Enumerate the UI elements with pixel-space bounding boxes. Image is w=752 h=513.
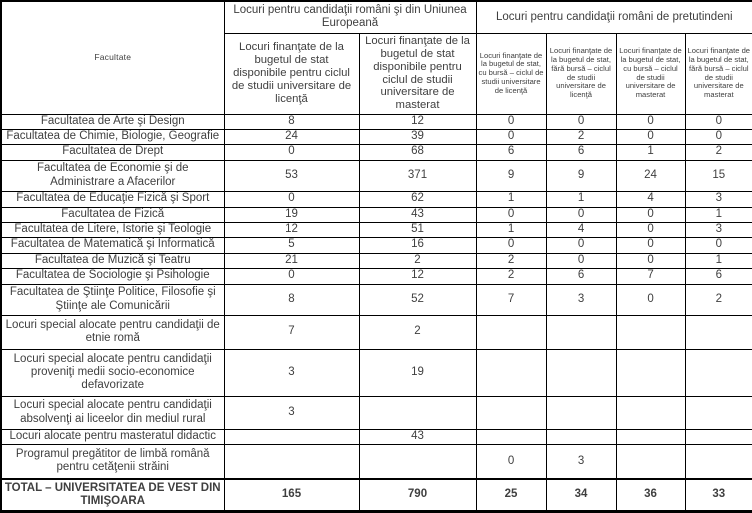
subheader-bursa-masterat: Locuri finanţate de la bugetul de stat, cu bursă – ciclul de studii universitare de masterat	[616, 33, 685, 114]
row-label: Facultatea de Chimie, Biologie, Geografie	[1, 129, 224, 144]
cell-value: 1	[476, 222, 546, 237]
subheader-fara-bursa-masterat: Locuri finanţate de la bugetul de stat, fără bursă – ciclul de studii universitare de masterat	[685, 33, 752, 114]
cell-value: 1	[685, 207, 752, 222]
cell-value: 3	[224, 349, 359, 396]
cell-value: 0	[616, 253, 685, 268]
cell-value: 12	[359, 114, 476, 129]
cell-value: 0	[476, 129, 546, 144]
cell-value: 1	[616, 144, 685, 160]
group-header-pretutindeni: Locuri pentru candidaţii români de pretutindeni	[476, 1, 752, 33]
cell-value: 0	[685, 129, 752, 144]
row-label: Locuri special alocate pentru candidaţii proveniţi medii socio-economice defavorizate	[1, 349, 224, 396]
total-cell-value: 33	[685, 479, 752, 511]
table-row	[1, 315, 752, 349]
table-body	[1, 114, 752, 479]
cell-value	[546, 349, 616, 396]
cell-value: 2	[476, 268, 546, 284]
cell-value: 2	[359, 315, 476, 349]
subheader-fara-bursa-licenta: Locuri finanţate de la bugetul de stat, fără bursă – ciclul de studii universitare de licenţă	[546, 33, 616, 114]
cell-value: 4	[546, 222, 616, 237]
table-row	[1, 444, 752, 479]
cell-value: 7	[476, 284, 546, 315]
cell-value	[685, 349, 752, 396]
table-row	[1, 396, 752, 429]
subheader-bursa-licenta: Locuri finanţate de la bugetul de stat, cu bursă – ciclul de studii universitare de licenţă	[476, 33, 546, 114]
row-label: Facultatea de Arte şi Design	[1, 114, 224, 129]
cell-value: 19	[224, 207, 359, 222]
subheader-budget-licenta-eu: Locuri finanţate de la bugetul de stat disponibile pentru ciclul de studii universitare de licenţă	[224, 33, 359, 114]
cell-value: 6	[685, 268, 752, 284]
cell-value: 5	[224, 237, 359, 253]
cell-value: 7	[616, 268, 685, 284]
cell-value: 2	[685, 144, 752, 160]
cell-value: 0	[616, 114, 685, 129]
cell-value: 1	[685, 253, 752, 268]
cell-value	[224, 429, 359, 444]
table-row	[1, 237, 752, 253]
total-cell-value: 36	[616, 479, 685, 511]
cell-value: 0	[616, 129, 685, 144]
table-row	[1, 114, 752, 129]
cell-value	[616, 396, 685, 429]
total-row	[1, 479, 752, 511]
cell-value: 2	[359, 253, 476, 268]
cell-value: 53	[224, 160, 359, 191]
cell-value: 12	[359, 268, 476, 284]
cell-value: 3	[685, 222, 752, 237]
table-row	[1, 253, 752, 268]
cell-value: 68	[359, 144, 476, 160]
cell-value	[476, 429, 546, 444]
total-cell-value: 25	[476, 479, 546, 511]
cell-value: 0	[224, 191, 359, 207]
cell-value: 39	[359, 129, 476, 144]
cell-value	[616, 429, 685, 444]
cell-value: 43	[359, 429, 476, 444]
cell-value: 0	[546, 207, 616, 222]
cell-value: 19	[359, 349, 476, 396]
header-group-row	[1, 1, 752, 33]
cell-value: 3	[224, 396, 359, 429]
row-label: Locuri special alocate pentru candidaţii absolvenţi ai liceelor din mediul rural	[1, 396, 224, 429]
group-header-eu: Locuri pentru candidaţii români şi din Uniunea Europeană	[224, 1, 476, 33]
cell-value: 4	[616, 191, 685, 207]
row-label: Locuri alocate pentru masteratul didactic	[1, 429, 224, 444]
table-row	[1, 268, 752, 284]
cell-value: 0	[476, 237, 546, 253]
cell-value: 0	[476, 207, 546, 222]
cell-value: 43	[359, 207, 476, 222]
cell-value: 0	[476, 114, 546, 129]
cell-value: 6	[476, 144, 546, 160]
row-label: Facultatea de Fizică	[1, 207, 224, 222]
cell-value	[359, 444, 476, 479]
row-label: Facultatea de Economie şi de Administrare a Afacerilor	[1, 160, 224, 191]
cell-value: 3	[546, 284, 616, 315]
cell-value	[476, 396, 546, 429]
row-label: Facultatea de Sociologie şi Psihologie	[1, 268, 224, 284]
cell-value: 2	[685, 284, 752, 315]
cell-value: 371	[359, 160, 476, 191]
cell-value: 0	[224, 144, 359, 160]
row-label: Facultatea de Muzică şi Teatru	[1, 253, 224, 268]
cell-value	[224, 444, 359, 479]
row-label: Facultatea de Drept	[1, 144, 224, 160]
cell-value	[616, 349, 685, 396]
cell-value: 0	[546, 253, 616, 268]
cell-value	[546, 396, 616, 429]
cell-value	[685, 429, 752, 444]
table-row	[1, 222, 752, 237]
cell-value: 0	[546, 114, 616, 129]
table-row	[1, 191, 752, 207]
total-cell-value: 790	[359, 479, 476, 511]
row-label: Facultatea de Educaţie Fizică şi Sport	[1, 191, 224, 207]
table-row	[1, 144, 752, 160]
cell-value: 0	[616, 222, 685, 237]
row-label: Facultatea de Litere, Istorie şi Teologie	[1, 222, 224, 237]
cell-value: 0	[616, 237, 685, 253]
table-row	[1, 160, 752, 191]
row-label: Locuri special alocate pentru candidaţii de etnie romă	[1, 315, 224, 349]
table-row	[1, 429, 752, 444]
total-cell-value: 165	[224, 479, 359, 511]
cell-value: 7	[224, 315, 359, 349]
cell-value	[616, 444, 685, 479]
cell-value	[546, 429, 616, 444]
cell-value: 2	[546, 129, 616, 144]
cell-value: 15	[685, 160, 752, 191]
cell-value	[359, 396, 476, 429]
cell-value	[685, 315, 752, 349]
cell-value: 62	[359, 191, 476, 207]
cell-value: 8	[224, 284, 359, 315]
cell-value: 0	[476, 444, 546, 479]
cell-value: 0	[685, 237, 752, 253]
subheader-budget-masterat-eu: Locuri finanţate de la bugetul de stat disponibile pentru ciclul de studii universitare de masterat	[359, 33, 476, 114]
row-label: Facultatea de Ştiinţe Politice, Filosofie şi Ştiinţe ale Comunicării	[1, 284, 224, 315]
cell-value: 1	[546, 191, 616, 207]
cell-value	[685, 444, 752, 479]
cell-value: 0	[616, 207, 685, 222]
cell-value: 24	[616, 160, 685, 191]
cell-value: 51	[359, 222, 476, 237]
cell-value: 0	[685, 114, 752, 129]
cell-value: 0	[546, 237, 616, 253]
table-row	[1, 284, 752, 315]
cell-value: 6	[546, 268, 616, 284]
cell-value: 52	[359, 284, 476, 315]
cell-value	[546, 315, 616, 349]
cell-value: 6	[546, 144, 616, 160]
cell-value: 0	[224, 268, 359, 284]
cell-value: 1	[476, 191, 546, 207]
cell-value: 21	[224, 253, 359, 268]
cell-value: 2	[476, 253, 546, 268]
row-label: Facultatea de Matematică şi Informatică	[1, 237, 224, 253]
cell-value	[616, 315, 685, 349]
cell-value	[685, 396, 752, 429]
table-row	[1, 207, 752, 222]
cell-value: 24	[224, 129, 359, 144]
cell-value: 0	[616, 284, 685, 315]
cell-value: 3	[546, 444, 616, 479]
cell-value: 9	[546, 160, 616, 191]
cell-value: 12	[224, 222, 359, 237]
table-row	[1, 349, 752, 396]
cell-value: 8	[224, 114, 359, 129]
total-cell-value: 34	[546, 479, 616, 511]
cell-value: 9	[476, 160, 546, 191]
facultate-column-header: Facultate	[1, 1, 224, 114]
table-row	[1, 129, 752, 144]
row-label: Programul pregătitor de limbă română pentru cetăţenii străini	[1, 444, 224, 479]
cell-value: 16	[359, 237, 476, 253]
cell-value	[476, 349, 546, 396]
cell-value	[476, 315, 546, 349]
total-row-label: TOTAL – UNIVERSITATEA DE VEST DIN TIMIŞOARA	[1, 479, 224, 511]
cell-value: 3	[685, 191, 752, 207]
